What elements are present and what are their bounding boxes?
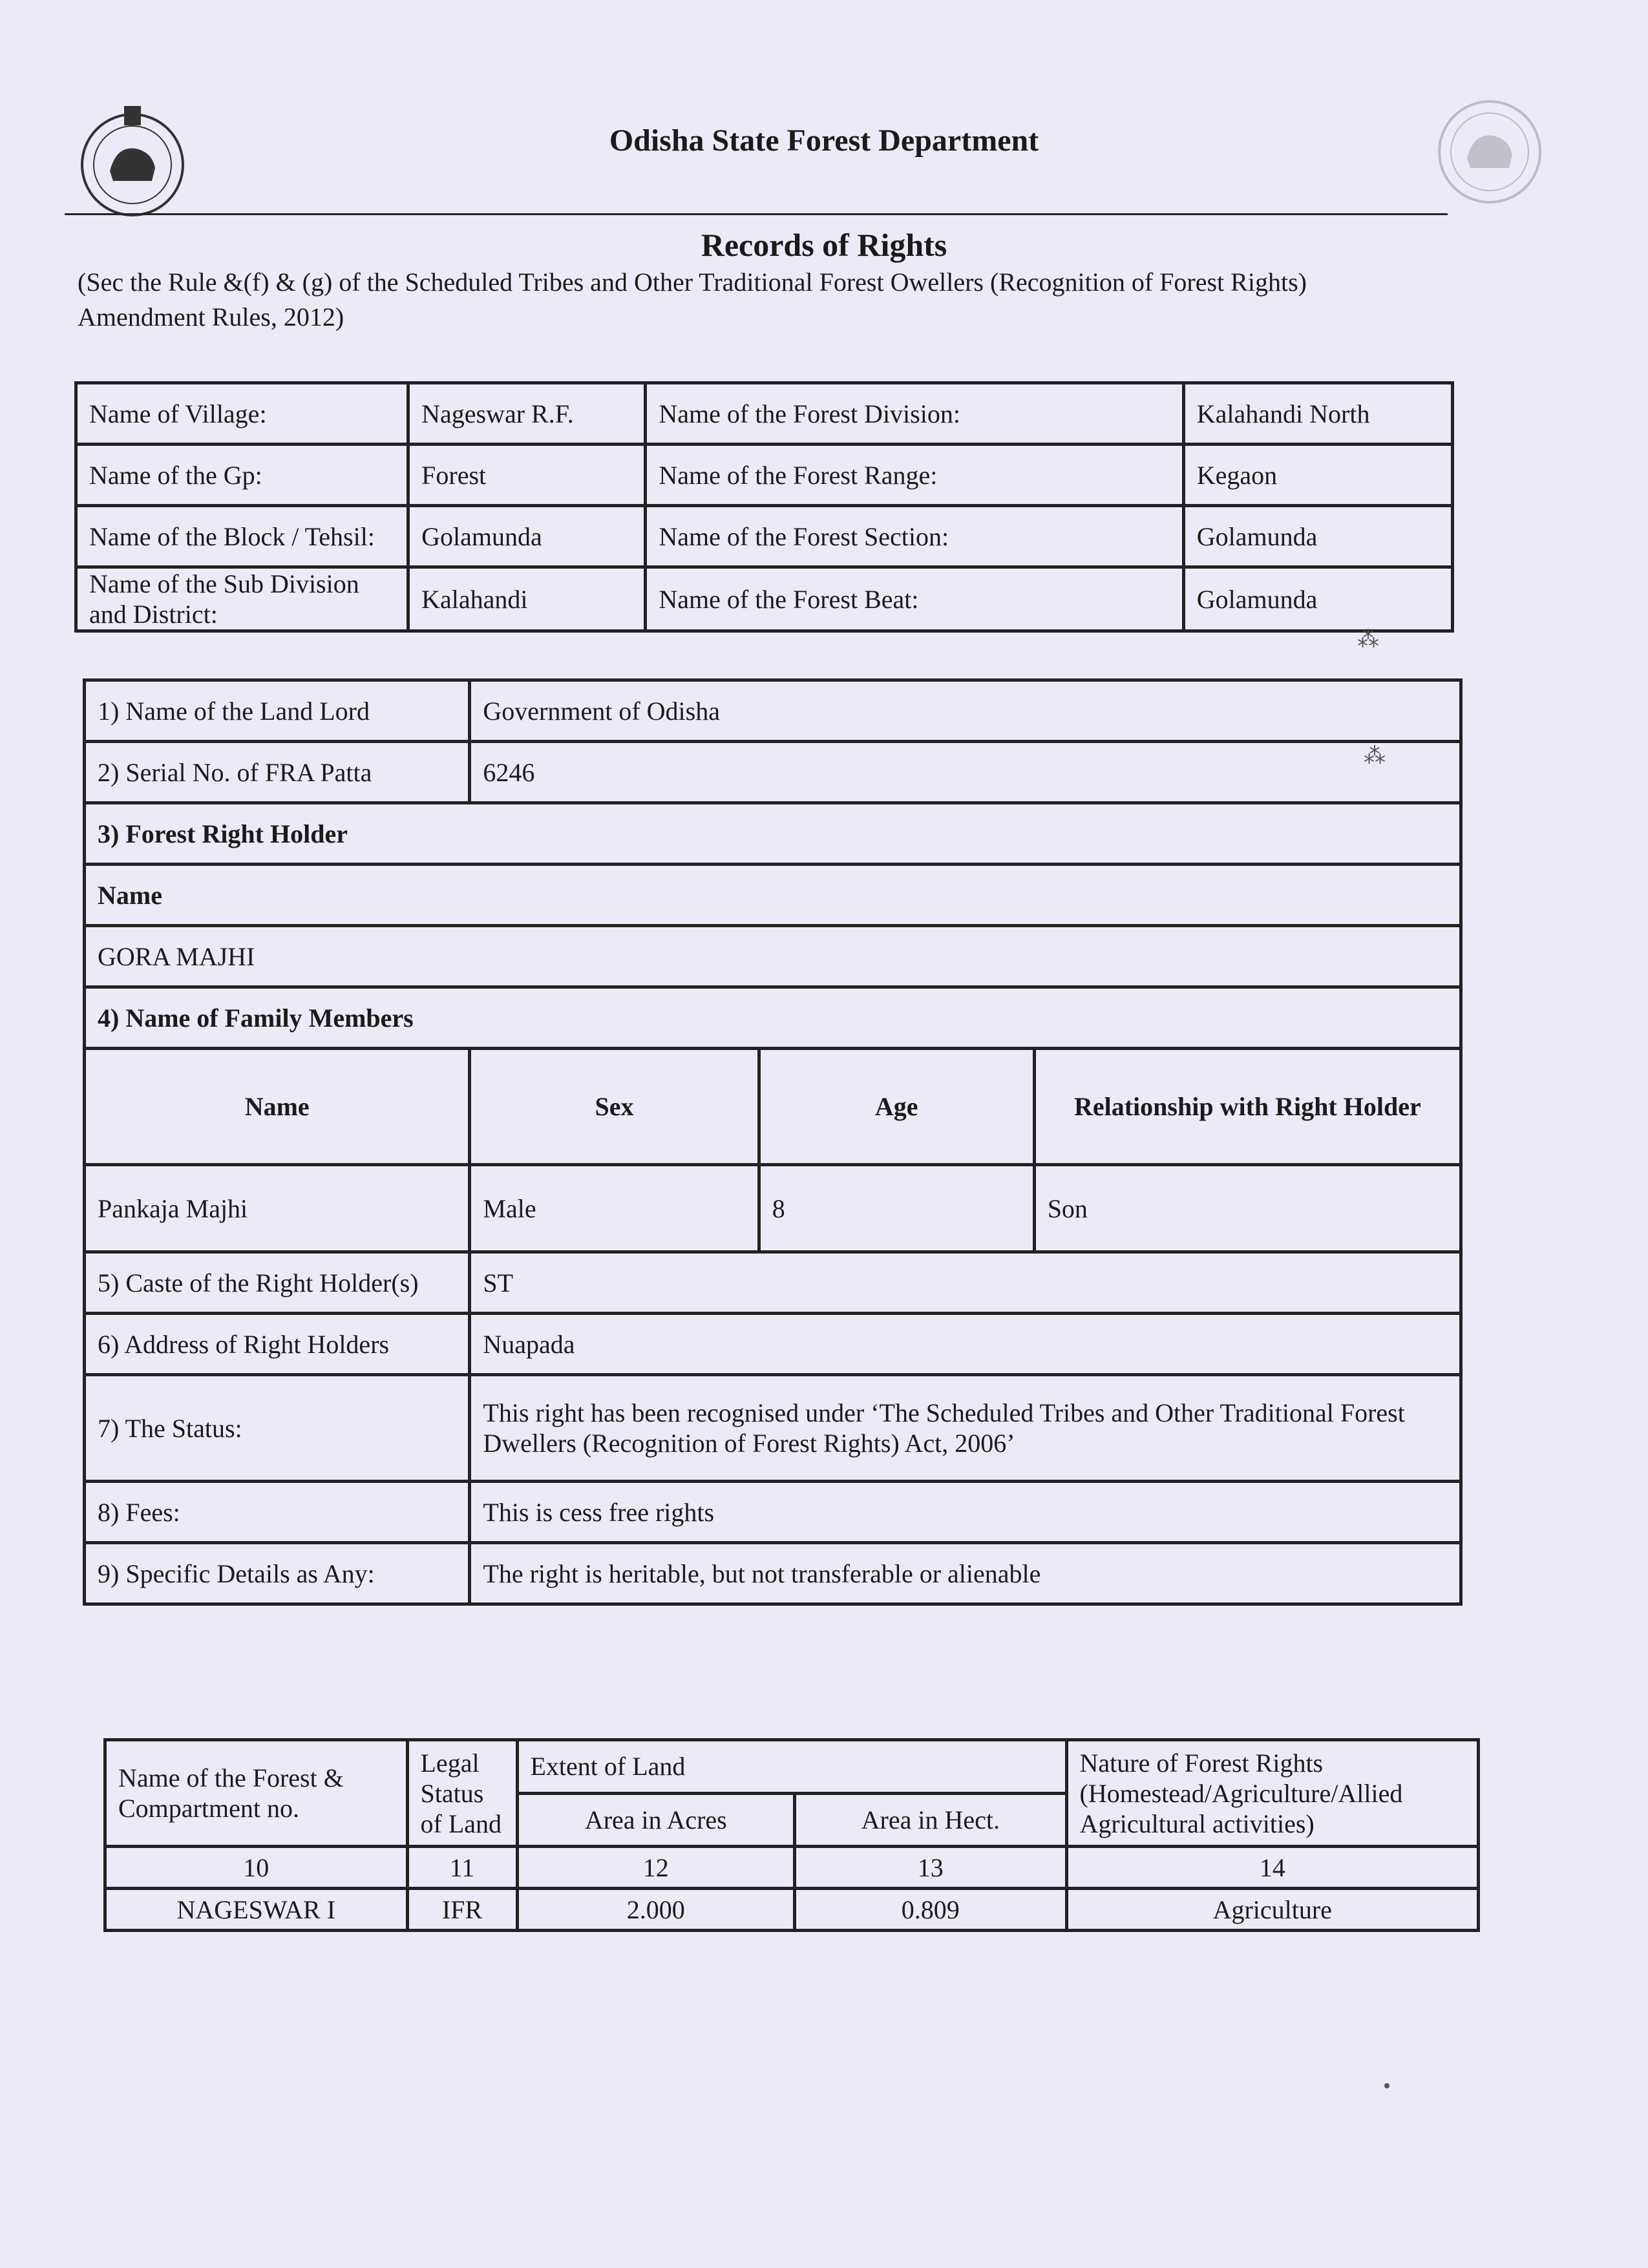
col-number-10: 10: [105, 1847, 408, 1889]
table-row: [85, 1375, 1461, 1482]
table-row: [76, 445, 1453, 506]
table-row: [85, 1314, 1461, 1375]
division-value: Kalahandi North: [1183, 383, 1452, 445]
ink-smudge-mark: ⁂: [1357, 628, 1379, 652]
specific-value: The right is heritable, but not transferable or alienable: [470, 1543, 1461, 1604]
land-nature-of-rights: Agriculture: [1066, 1889, 1479, 1931]
village-label: Name of Village:: [76, 383, 408, 445]
table-row: [76, 506, 1453, 567]
ink-smudge-mark: ⁂: [1364, 744, 1386, 768]
holder-heading: 3) Forest Right Holder: [85, 803, 1461, 865]
table-row: [105, 1889, 1479, 1931]
land-forest-name: NAGESWAR I: [105, 1889, 408, 1931]
holder-name: GORA MAJHI: [85, 926, 1461, 987]
landlord-label: 1) Name of the Land Lord: [85, 680, 470, 742]
fees-label: 8) Fees:: [85, 1482, 470, 1543]
table-row: [85, 680, 1461, 742]
col-nature-of-rights: Nature of Forest Rights (Homestead/Agriculture/Allied Agricultural activities): [1066, 1740, 1479, 1847]
gp-label: Name of the Gp:: [76, 445, 408, 506]
subdivision-label: Name of the Sub Division and District:: [76, 567, 408, 631]
beat-label: Name of the Forest Beat:: [646, 567, 1183, 631]
col-number-12: 12: [517, 1847, 795, 1889]
table-row: [85, 742, 1461, 803]
land-number-row: [105, 1847, 1479, 1889]
land-area-acres: 2.000: [517, 1889, 795, 1931]
beat-value: Golamunda: [1183, 567, 1452, 631]
address-value: Nuapada: [470, 1314, 1461, 1375]
col-number-13: 13: [795, 1847, 1066, 1889]
rights-details-table: [83, 678, 1463, 1606]
division-label: Name of the Forest Division:: [646, 383, 1183, 445]
location-table: [74, 381, 1454, 633]
odisha-emblem-logo: [78, 97, 187, 220]
table-row: [85, 1482, 1461, 1543]
section-value: Golamunda: [1183, 506, 1452, 567]
document-title: Records of Rights: [701, 227, 947, 263]
subdivision-value: Kalahandi: [408, 567, 646, 631]
gp-value: Forest: [408, 445, 646, 506]
family-col-relationship: Relationship with Right Holder: [1034, 1049, 1461, 1165]
table-row: [85, 1165, 1461, 1252]
landlord-value: Government of Odisha: [470, 680, 1461, 742]
table-row: [85, 987, 1461, 1049]
village-value: Nageswar R.F.: [408, 383, 646, 445]
status-label: 7) The Status:: [85, 1375, 470, 1482]
specific-label: 9) Specific Details as Any:: [85, 1543, 470, 1604]
caste-label: 5) Caste of the Right Holder(s): [85, 1252, 470, 1314]
land-area-hect: 0.809: [795, 1889, 1066, 1931]
table-row: [76, 383, 1453, 445]
table-row: [76, 567, 1453, 631]
address-label: 6) Address of Right Holders: [85, 1314, 470, 1375]
block-label: Name of the Block / Tehsil:: [76, 506, 408, 567]
col-extent-of-land: Extent of Land: [517, 1740, 1066, 1794]
family-col-name: Name: [85, 1049, 470, 1165]
land-legal-status: IFR: [407, 1889, 517, 1931]
serial-value: 6246: [470, 742, 1461, 803]
table-row: [85, 926, 1461, 987]
table-row: [85, 865, 1461, 926]
family-member-sex: Male: [470, 1165, 759, 1252]
status-value: This right has been recognised under ‘The Scheduled Tribes and Other Traditional Forest Dwellers (Recognition of Forest Rights) Act, 2006’: [470, 1375, 1461, 1482]
range-value: Kegaon: [1183, 445, 1452, 506]
col-legal-status: Legal Status of Land: [407, 1740, 517, 1847]
table-row: [85, 1252, 1461, 1314]
land-extent-table: [103, 1738, 1480, 1932]
family-col-sex: Sex: [470, 1049, 759, 1165]
land-header-row: [105, 1740, 1479, 1794]
col-number-11: 11: [407, 1847, 517, 1889]
family-heading: 4) Name of Family Members: [85, 987, 1461, 1049]
family-member-name: Pankaja Majhi: [85, 1165, 470, 1252]
name-heading: Name: [85, 865, 1461, 926]
range-label: Name of the Forest Range:: [646, 445, 1183, 506]
col-area-acres: Area in Acres: [517, 1793, 795, 1847]
family-col-age: Age: [759, 1049, 1034, 1165]
fees-value: This is cess free rights: [470, 1482, 1461, 1543]
block-value: Golamunda: [408, 506, 646, 567]
family-header-row: [85, 1049, 1461, 1165]
section-label: Name of the Forest Section:: [646, 506, 1183, 567]
table-row: [85, 803, 1461, 865]
header-divider: [65, 213, 1448, 215]
family-member-age: 8: [759, 1165, 1034, 1252]
serial-label: 2) Serial No. of FRA Patta: [85, 742, 470, 803]
document-subtitle: (Sec the Rule &(f) & (g) of the Scheduled Tribes and Other Traditional Forest Owellers (Recognition of Forest Rights) Amendment Rules, 2012): [78, 268, 1307, 331]
department-title: Odisha State Forest Department: [609, 123, 1039, 158]
caste-value: ST: [470, 1252, 1461, 1314]
col-area-hect: Area in Hect.: [795, 1793, 1066, 1847]
col-forest-compartment: Name of the Forest & Compartment no.: [105, 1740, 408, 1847]
table-row: [85, 1543, 1461, 1604]
family-member-relationship: Son: [1034, 1165, 1461, 1252]
col-number-14: 14: [1066, 1847, 1479, 1889]
ink-smudge-mark: •: [1383, 2074, 1391, 2098]
